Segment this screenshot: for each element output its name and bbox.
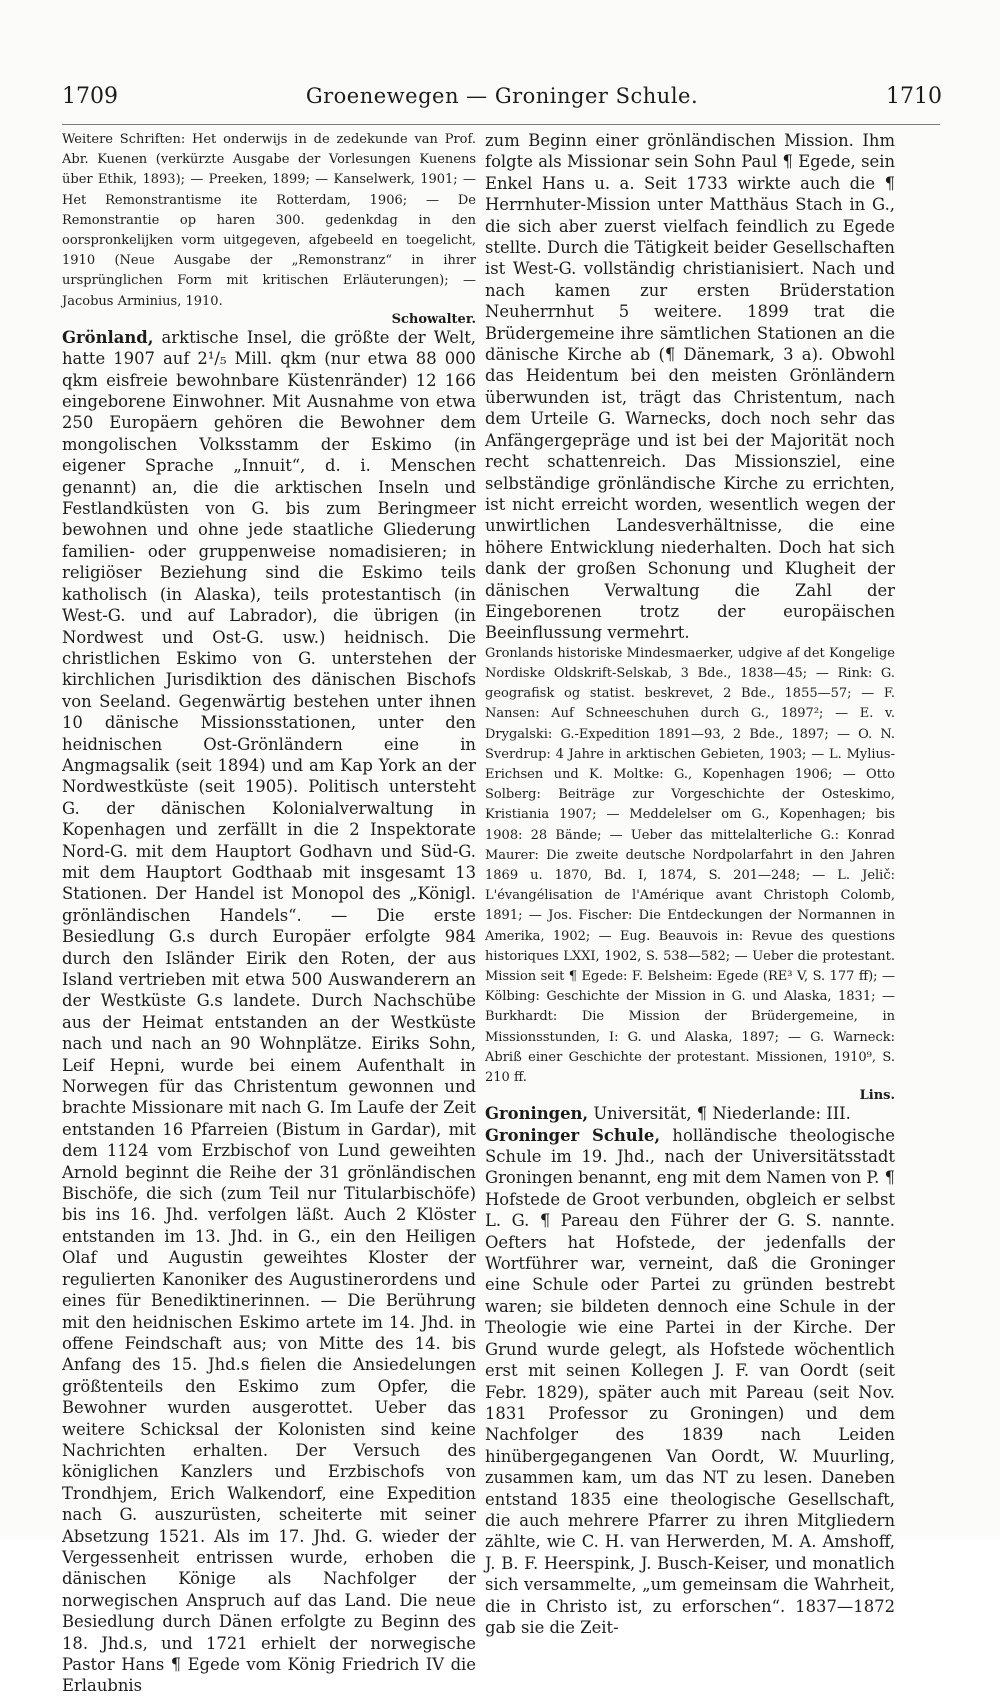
entry-groningen xyxy=(485,1103,895,1124)
right-column xyxy=(485,130,895,1638)
entry-text: holländische theologische Schule im 19. Jhd., nach der Universitätsstadt Groningen benannt, eng mit dem Namen von P. ¶ Hofstede de Groot verbunden, obgleich er selbst L. G. ¶ Pareau den Führer der G. S. nannte. Oefters hat Hofstede, der jedenfalls der Wortführer war, verneint, daß die Groninger eine Schule oder Partei zu gründen bestrebt waren; sie bildeten dennoch eine Schule in der Theologie wie eine Partei in der Kirche. Der Grund wurde gelegt, als Hofstede wöchentlich erst mit seinen Kollegen J. F. van Oordt (seit Febr. 1829), später auch mit Pareau (seit Nov. 1831 Professor zu Groningen) und dem Nachfolger des 1839 nach Leiden hinübergegangenen Van Oordt, W. Muurling, zusammen kam, um das NT zu lesen. Daneben entstand 1835 eine theologische Gesellschaft, die auch mehrere Pfarrer zu ihren Mitgliedern zählte, wie C. H. van Herwerden, M. A. Amshoff, J. B. F. Heerspink, J. Busch-Keiser, und monatlich sich versammelte, „um gemeinsam die Wahrheit, die in Christo ist, zu erforschen“. 1837—1872 gab sie die Zeit- xyxy=(485,1125,895,1637)
entry-headword: Grönland, xyxy=(62,327,154,347)
left-column xyxy=(62,130,476,1697)
running-title: Groenewegen — Groninger Schule. xyxy=(305,84,699,108)
page-number-right: 1710 xyxy=(886,84,942,109)
references-block: Gronlands historiske Mindesmaerker, udgive af det Kongelige Nordiske Oldskrift-Selskab, 3 Bde., 1838—45; — Rink: G. geografisk og statist. beskrevet, 2 Bde., 1855—57; — F. Nansen: Auf Schneeschuhen durch G., 1897²; — E. v. Drygalski: G.-Expedition 1891—93, 2 Bde., 1897; — O. N. Sverdrup: 4 Jahre in arktischen Gebieten, 1903; — L. Mylius-Erichsen und K. Moltke: G., Kopenhagen 1906; — Otto Solberg: Beiträge zur Vorgeschichte der Osteskimo, Kristiania 1907; — Meddelelser om G., Kopenhagen; bis 1908: 28 Bände; — Ueber das mittelalterliche G.: Konrad Maurer: Die zweite deutsche Nordpolarfahrt in den Jahren 1869 u. 1870, Bd. I, 1874, S. 201—248; — L. Jelič: L'évangélisation de l'Amérique avant Christoph Colomb, 1891; — Jos. Fischer: Die Entdeckungen der Normannen in Amerika, 1902; — Eug. Beauvois in: Revue des questions historiques LXXI, 1902, S. 538—582; — Ueber die protestant. Mission seit ¶ Egede: F. Belsheim: Egede (RE³ V, S. 177 ff); — Kölbing: Geschichte der Mission in G. und Alaska, 1831; — Burkhardt: Die Mission der Brüdergemeine, in Missionsstunden, I: G. und Alaska, 1897; — G. Warneck: Abriß einer Geschichte der protestant. Missionen, 1910⁹, S. 210 ff. xyxy=(485,645,895,1086)
references-block: Weitere Schriften: Het onderwijs in de zedekunde van Prof. Abr. Kuenen (verkürzte Ausgabe der Vorlesungen Kuenens über Ethik, 1893); — Preeken, 1899; — Kanselwerk, 1901; — Het Remonstrantisme ite Rotterdam, 1906; — De Remonstrantie op haren 300. gedenkdag in den oorspronkelijken vorm uitgegeven, afgebeeld en toegelicht, 1910 (Neue Ausgabe der „Remonstranz“ in ihrer ursprünglichen Form mit kritischen Erläuterungen); — Jacobus Arminius, 1910. xyxy=(62,132,476,309)
entry-headword: Groninger Schule, xyxy=(485,1125,661,1145)
running-header xyxy=(62,84,942,124)
author-signature: Lins. xyxy=(859,1088,895,1104)
entry-groenland-continued: zum Beginn einer grönländischen Mission. Ihm folgte als Missionar sein Sohn Paul ¶ Egede, sein Enkel Hans u. a. Seit 1733 wirkte auch die ¶ Herrnhuter-Mission unter Matthäus Stach in G., die sich aber zuerst vielfach feindlich zu Egede stellte. Durch die Tätigkeit beider Gesellschaften ist West-G. vollständig christianisiert. Nach und nach kamen zur ersten Brüderstation Neuherrnhut 5 weitere. 1899 trat die Brüdergemeine ihre sämtlichen Stationen an die dänische Kirche ab (¶ Dänemark, 3 a). Obwohl das Heidentum bei den meisten Grönländern überwunden ist, trägt das Christentum, nach dem Urteile G. Warnecks, doch noch sehr das Anfängergepräge und ist bei der Majorität noch recht schattenreich. Das Missionsziel, eine selbständige grönländische Kirche zu errichten, ist nicht erreicht worden, wesentlich wegen der unwirtlichen Landesverhältnisse, die eine höhere Entwicklung niederhalten. Doch hat sich dank der großen Schonung und Klugheit der dänischen Verwaltung die Zahl der Eingeborenen trotz der europäischen Beeinflussung vermehrt. xyxy=(485,131,895,643)
entry-text: arktische Insel, die größte der Welt, hatte 1907 auf 2¹/₅ Mill. qkm (nur etwa 88 000 qkm eisfreie bewohnbare Küstenränder) 12 166 eingeborene Einwohner. Mit Ausnahme von etwa 250 Europäern gehören die Bewohner dem mongolischen Volksstamm der Eskimo (in eigener Sprache „Innuit“, d. i. Menschen genannt) an, die die arktischen Inseln und Festlandküsten von G. bis zum Beringmeer bewohnen und ohne jede staatliche Gliederung familien- oder gruppenweise nomadisieren; in religiöser Beziehung sind die Eskimo teils katholisch (in Alaska), teils protestantisch (in West-G. und auf Labrador), die übrigen (in Nordwest und Ost-G. usw.) heidnisch. Die christlichen Eskimo von G. unterstehen der kirchlichen Jurisdiktion des dänischen Bischofs von Seeland. Gegenwärtig bestehen unter ihnen 10 dänische Missionsstationen, unter den heidnischen Ost-Grönländern eine in Angmagsalik (seit 1894) und am Kap York an der Nordwestküste (seit 1905). Politisch untersteht G. der dänischen Kolonialverwaltung in Kopenhagen und zerfällt in die 2 Inspektorate Nord-G. mit dem Hauptort Godhavn und Süd-G. mit dem Hauptort Godthaab mit insgesamt 13 Stationen. Der Handel ist Monopol des „Königl. grönländischen Handels“. — Die erste Besiedlung G.s durch Europäer erfolgte 984 durch den Isländer Eirik den Roten, der aus Island vertrieben mit etwa 500 Auswanderern an der Westküste G.s landete. Durch Nachschübe aus der Heimat entstanden an der Westküste nach und nach an 90 Wohnplätze. Eiriks Sohn, Leif Hepni, wurde bei einem Aufenthalt in Norwegen für das Christentum gewonnen und brachte Missionare mit nach G. Im Laufe der Zeit entstanden 16 Pfarreien (Bistum in Gardar), mit dem 1124 vom Erzbischof von Lund geweihten Arnold beginnt die Reihe der 31 grönländischen Bischöfe, die sich (zum Teil nur Titularbischöfe) bis ins 16. Jhd. verfolgen läßt. Auch 2 Klöster entstanden im 13. Jhd. in G., ein den Heiligen Olaf und Augustin geweihtes Kloster der regulierten Kanoniker des Augustinerordens und eines für Benediktinerinnen. — Die Berührung mit den heidnischen Eskimo artete im 14. Jhd. in offene Feindschaft aus; von Mitte des 14. bis Anfang des 15. Jhd.s fielen die Ansiedelungen größtenteils den Eskimo zum Opfer, die Bewohner wurden ausgerottet. Ueber das weitere Schicksal der Kolonisten sind keine Nachrichten erhalten. Der Versuch des königlichen Kanzlers und Erzbischofs von Trondhjem, Erich Walkendorf, eine Expedition nach G. auszurüsten, scheiterte mit seiner Absetzung 1521. Als im 17. Jhd. G. wieder der Vergessenheit entrissen wurde, erhoben die dänischen Könige als Nachfolger der norwegischen Anspruch auf das Land. Die neue Besiedlung durch Dänen erfolgte zu Beginn des 18. Jhd.s, und 1721 erhielt der norwegische Pastor Hans ¶ Egede vom König Friedrich IV die Erlaubnis xyxy=(62,327,476,1696)
entry-text: Universität, ¶ Niederlande: III. xyxy=(588,1104,851,1124)
entry-groninger-schule xyxy=(485,1125,895,1639)
author-signature: Schowalter. xyxy=(391,311,476,327)
entry-groenland xyxy=(62,327,476,1697)
header-rule xyxy=(62,124,940,125)
entry-headword: Groningen, xyxy=(485,1104,589,1124)
page-number-left: 1709 xyxy=(62,84,118,109)
